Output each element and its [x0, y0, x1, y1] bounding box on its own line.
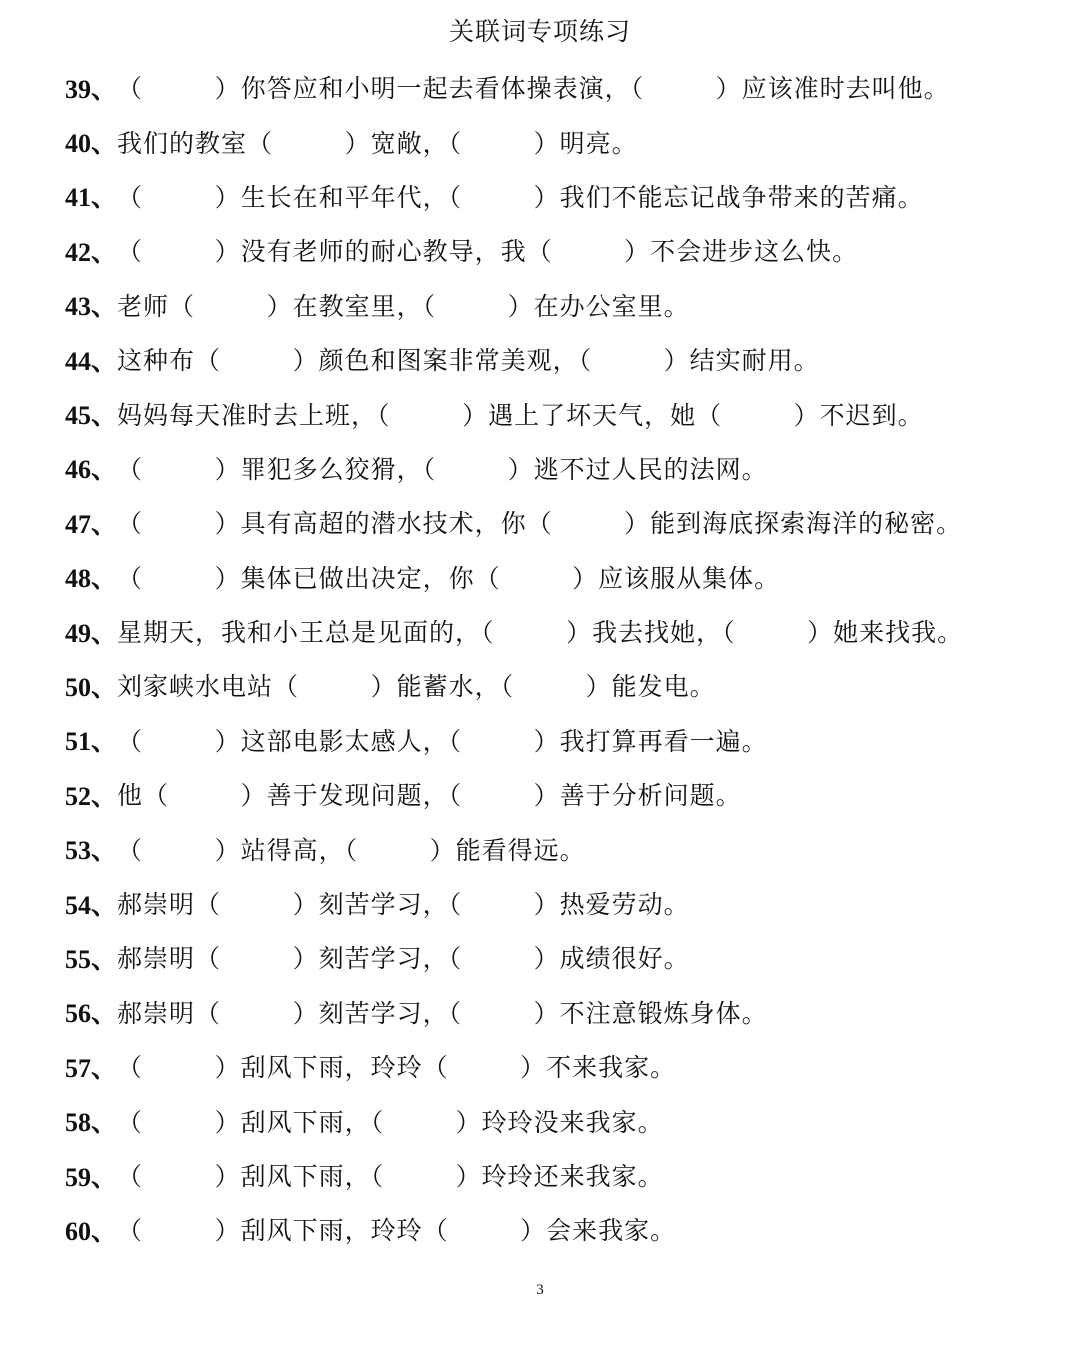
question-text: （ ）这部电影太感人，（ ）我打算再看一遍。 [117, 726, 768, 756]
question-item [65, 223, 1045, 277]
question-number: 45、 [65, 401, 118, 431]
question-text: 妈妈每天准时去上班，（ ）遇上了坏天气，她（ ）不迟到。 [117, 400, 924, 430]
question-item [65, 985, 1045, 1039]
question-text: （ ）刮风下雨，玲玲（ ）不来我家。 [117, 1053, 677, 1083]
question-number: 58、 [65, 1108, 118, 1138]
question-number: 42、 [65, 237, 118, 267]
question-text: （ ）你答应和小明一起去看体操表演，（ ）应该准时去叫他。 [117, 74, 950, 104]
question-text: 老师（ ）在教室里，（ ）在办公室里。 [117, 291, 690, 321]
question-number: 57、 [65, 1053, 118, 1083]
question-item [65, 604, 1045, 658]
question-item [65, 1148, 1045, 1202]
question-number: 47、 [65, 509, 118, 539]
question-number: 53、 [65, 836, 118, 866]
question-item [65, 332, 1045, 386]
question-text: （ ）刮风下雨，（ ）玲玲没来我家。 [117, 1107, 664, 1137]
question-text: 这种布（ ）颜色和图案非常美观，（ ）结实耐用。 [117, 346, 820, 376]
question-number: 46、 [65, 455, 118, 485]
question-number: 52、 [65, 781, 118, 811]
question-text: 我们的教室（ ）宽敞，（ ）明亮。 [117, 128, 638, 158]
question-number: 39、 [65, 74, 118, 104]
question-item [65, 278, 1045, 332]
question-list [65, 60, 1045, 1257]
question-number: 60、 [65, 1216, 118, 1246]
question-text: （ ）罪犯多么狡猾，（ ）逃不过人民的法网。 [117, 454, 768, 484]
question-item [65, 876, 1045, 930]
question-number: 40、 [65, 129, 118, 159]
question-item [65, 658, 1045, 712]
question-number: 50、 [65, 672, 118, 702]
question-text: （ ）集体已做出决定，你（ ）应该服从集体。 [117, 563, 781, 593]
question-item [65, 1093, 1045, 1147]
question-number: 49、 [65, 618, 118, 648]
question-number: 55、 [65, 944, 118, 974]
question-text: （ ）生长在和平年代，（ ）我们不能忘记战争带来的苦痛。 [117, 182, 924, 212]
question-item [65, 169, 1045, 223]
question-text: （ ）刮风下雨，（ ）玲玲还来我家。 [117, 1162, 664, 1191]
question-text: （ ）站得高，（ ）能看得远。 [117, 835, 586, 865]
question-text: （ ）具有高超的潜水技术，你（ ）能到海底探索海洋的秘密。 [117, 509, 963, 539]
question-text: 星期天，我和小王总是见面的，（ ）我去找她，（ ）她来找我。 [117, 618, 964, 648]
question-text: 他（ ）善于发现问题，（ ）善于分析问题。 [117, 781, 742, 811]
question-item [65, 495, 1045, 549]
question-text: （ ）没有老师的耐心教导，我（ ）不会进步这么快。 [117, 237, 859, 267]
question-number: 51、 [65, 727, 118, 757]
question-number: 41、 [65, 183, 118, 213]
page-number: 3 [536, 1282, 544, 1298]
question-number: 44、 [65, 346, 118, 376]
question-number: 43、 [65, 292, 118, 322]
question-text: 刘家峡水电站（ ）能蓄水，（ ）能发电。 [117, 672, 716, 702]
question-item [65, 114, 1045, 168]
question-number: 59、 [65, 1162, 118, 1192]
question-item [65, 1202, 1045, 1256]
question-number: 54、 [65, 890, 118, 920]
question-item [65, 767, 1045, 821]
question-number: 56、 [65, 999, 118, 1029]
page-title: 关联词专项练习 [448, 17, 631, 46]
question-item [65, 386, 1045, 440]
question-item [65, 1039, 1045, 1093]
question-number: 48、 [65, 564, 118, 594]
question-item [65, 550, 1045, 604]
question-item [65, 930, 1045, 984]
question-item [65, 821, 1045, 875]
question-text: 郝崇明（ ）刻苦学习，（ ）热爱劳动。 [117, 890, 690, 920]
question-text: 郝崇明（ ）刻苦学习，（ ）不注意锻炼身体。 [117, 998, 768, 1028]
question-text: （ ）刮风下雨，玲玲（ ）会来我家。 [117, 1216, 677, 1246]
question-item [65, 713, 1045, 767]
question-item [65, 441, 1045, 495]
question-text: 郝崇明（ ）刻苦学习，（ ）成绩很好。 [117, 944, 690, 974]
question-item [65, 60, 1045, 114]
